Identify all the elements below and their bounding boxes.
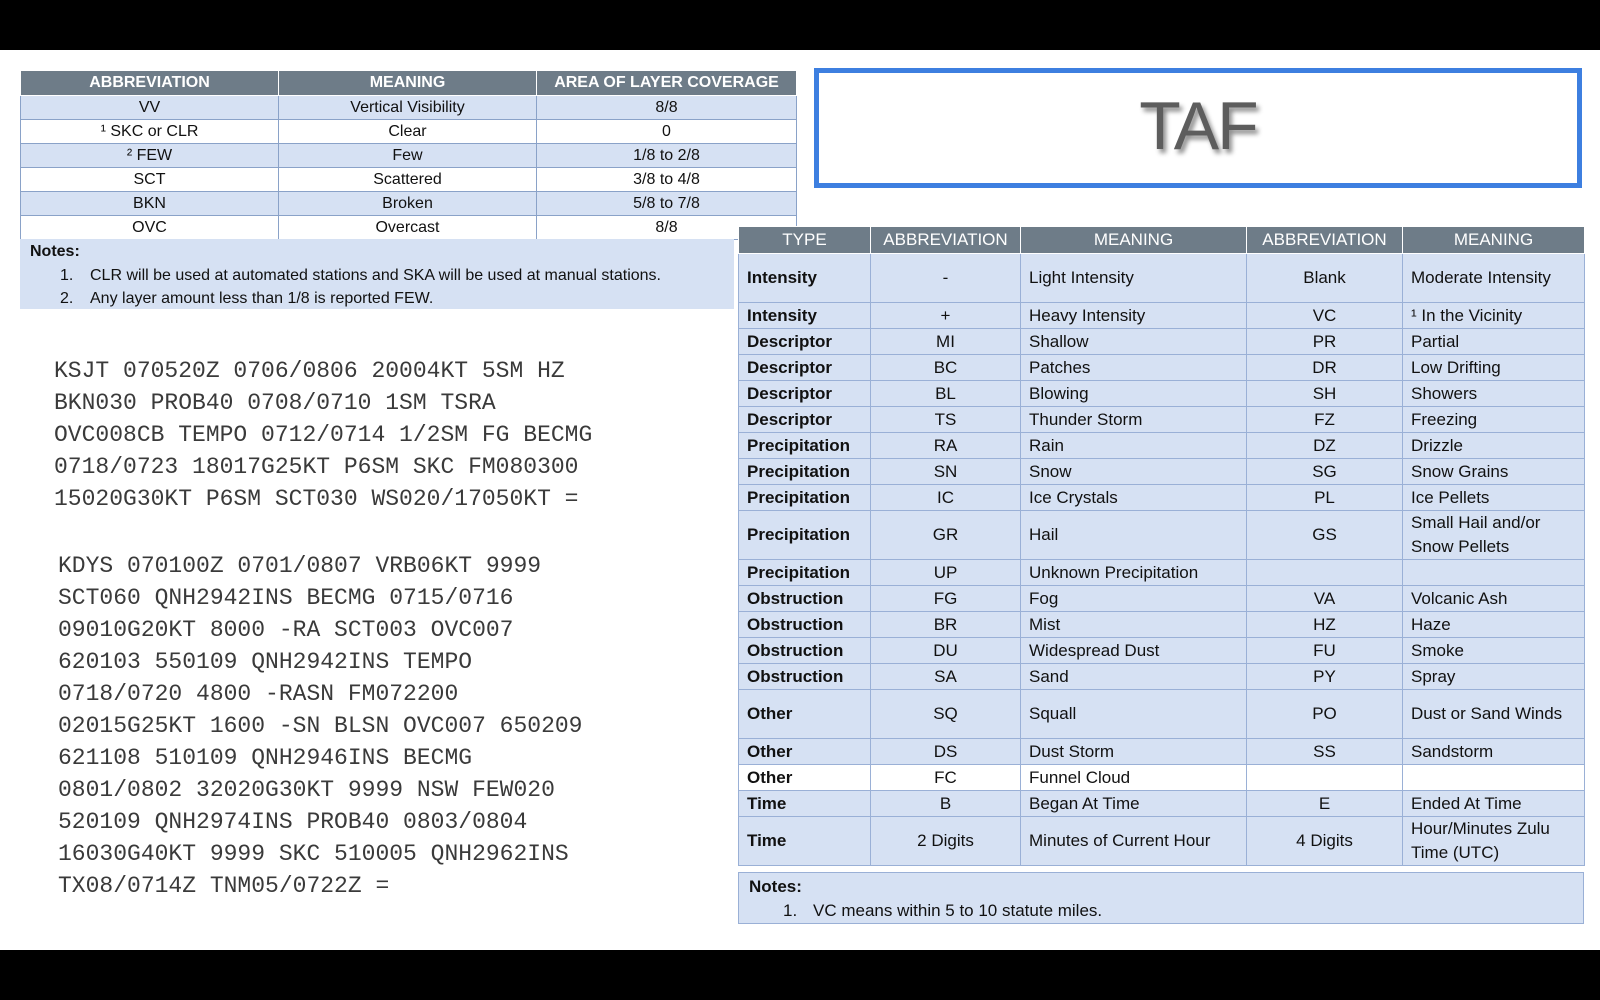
table-row <box>739 817 1585 866</box>
abbr-type: Other <box>739 690 871 739</box>
abbr-header-type: TYPE <box>739 227 871 254</box>
abbr-header-abbreviation-2: ABBREVIATION <box>1247 227 1403 254</box>
abbr-meaning: Sand <box>1021 664 1247 690</box>
abbr-meaning-alt: Partial <box>1403 329 1585 355</box>
table-row <box>739 765 1585 791</box>
abbr-meaning-alt: Freezing <box>1403 407 1585 433</box>
coverage-area: 8/8 <box>537 216 797 240</box>
abbr-abbreviation: FG <box>871 586 1021 612</box>
abbr-abbreviation: SN <box>871 459 1021 485</box>
table-row <box>739 355 1585 381</box>
abbr-type: Obstruction <box>739 612 871 638</box>
slide <box>0 50 1600 950</box>
note-number: 1. <box>60 267 74 284</box>
abbr-abbreviation-alt: PR <box>1247 329 1403 355</box>
abbr-meaning-alt: Drizzle <box>1403 433 1585 459</box>
abbr-type: Precipitation <box>739 485 871 511</box>
table-row <box>739 381 1585 407</box>
abbr-notes <box>738 872 1584 924</box>
abbr-table-body <box>739 254 1585 866</box>
table-row <box>21 120 797 144</box>
table-row <box>739 459 1585 485</box>
abbr-header-abbreviation-1: ABBREVIATION <box>871 227 1021 254</box>
abbr-meaning-alt: Haze <box>1403 612 1585 638</box>
abbr-meaning: Blowing <box>1021 381 1247 407</box>
abbr-abbreviation-alt: FZ <box>1247 407 1403 433</box>
coverage-meaning: Few <box>279 144 537 168</box>
abbr-type: Descriptor <box>739 355 871 381</box>
coverage-notes-title: Notes: <box>30 243 80 260</box>
abbr-meaning-alt: Smoke <box>1403 638 1585 664</box>
abbr-abbreviation: FC <box>871 765 1021 791</box>
abbr-abbreviation-alt: DZ <box>1247 433 1403 459</box>
abbr-type: Intensity <box>739 303 871 329</box>
abbr-abbreviation: IC <box>871 485 1021 511</box>
abbr-abbreviation-alt: SG <box>1247 459 1403 485</box>
table-row <box>739 664 1585 690</box>
table-row <box>739 612 1585 638</box>
coverage-meaning: Scattered <box>279 168 537 192</box>
coverage-header-area: AREA OF LAYER COVERAGE <box>537 71 797 96</box>
abbr-meaning-alt: Showers <box>1403 381 1585 407</box>
table-row <box>21 144 797 168</box>
abbr-abbreviation: RA <box>871 433 1021 459</box>
abbr-type: Obstruction <box>739 586 871 612</box>
taf-example-ksjt: KSJT 070520Z 0706/0806 20004KT 5SM HZ BKN030 PROB40 0708/0710 1SM TSRA OVC008CB TEMPO 0712/0714 1/2SM FG BECMG 0718/0723 18017G25KT P6SM SKC FM080300 15020G30KT P6SM SCT030 WS020/17050KT = <box>54 358 593 512</box>
table-row <box>21 192 797 216</box>
coverage-header-meaning: MEANING <box>279 71 537 96</box>
abbr-abbreviation-alt: VC <box>1247 303 1403 329</box>
table-row <box>739 791 1585 817</box>
abbr-meaning-alt: ¹ In the Vicinity <box>1403 303 1585 329</box>
abbr-abbreviation-alt: SS <box>1247 739 1403 765</box>
abbr-meaning-alt: Hour/Minutes Zulu Time (UTC) <box>1403 817 1585 866</box>
abbr-abbreviation: BR <box>871 612 1021 638</box>
abbr-abbreviation: SQ <box>871 690 1021 739</box>
abbr-abbreviation-alt: FU <box>1247 638 1403 664</box>
abbr-meaning-alt: Low Drifting <box>1403 355 1585 381</box>
table-row <box>739 254 1585 303</box>
coverage-header-abbreviation: ABBREVIATION <box>21 71 279 96</box>
abbr-meaning: Mist <box>1021 612 1247 638</box>
abbr-meaning: Patches <box>1021 355 1247 381</box>
abbr-meaning-alt: Ice Pellets <box>1403 485 1585 511</box>
abbr-meaning: Widespread Dust <box>1021 638 1247 664</box>
table-row <box>739 739 1585 765</box>
coverage-area: 8/8 <box>537 96 797 120</box>
coverage-area: 5/8 to 7/8 <box>537 192 797 216</box>
abbr-abbreviation: UP <box>871 560 1021 586</box>
abbr-meaning: Hail <box>1021 511 1247 560</box>
abbr-type: Descriptor <box>739 407 871 433</box>
abbr-abbreviation-alt: HZ <box>1247 612 1403 638</box>
abbr-type: Other <box>739 739 871 765</box>
abbr-abbreviation-alt: DR <box>1247 355 1403 381</box>
table-row <box>21 168 797 192</box>
abbr-meaning: Ice Crystals <box>1021 485 1247 511</box>
abbr-meaning: Minutes of Current Hour <box>1021 817 1247 866</box>
note-text: VC means within 5 to 10 statute miles. <box>813 901 1103 920</box>
abbr-meaning: Rain <box>1021 433 1247 459</box>
abbr-abbreviation: MI <box>871 329 1021 355</box>
abbr-note-1 <box>783 901 1102 921</box>
table-row <box>739 638 1585 664</box>
abbr-abbreviation: BC <box>871 355 1021 381</box>
table-row <box>739 690 1585 739</box>
abbr-notes-title: Notes: <box>749 877 802 896</box>
abbr-abbreviation: - <box>871 254 1021 303</box>
table-row <box>739 303 1585 329</box>
abbr-meaning: Heavy Intensity <box>1021 303 1247 329</box>
abbr-meaning: Unknown Precipitation <box>1021 560 1247 586</box>
abbr-abbreviation: 2 Digits <box>871 817 1021 866</box>
abbr-type: Precipitation <box>739 433 871 459</box>
table-row <box>21 216 797 240</box>
taf-example-kdys: KDYS 070100Z 0701/0807 VRB06KT 9999 SCT060 QNH2942INS BECMG 0715/0716 09010G20KT 8000 -RA SCT003 OVC007 620103 550109 QNH2942INS TEMPO 0718/0720 4800 -RASN FM072200 02015G25KT 1600 -SN BLSN OVC007 650209 621108 510109 QNH2946INS BECMG 0801/0802 32020G30KT 9999 NSW FEW020 520109 QNH2974INS PROB40 0803/0804 16030G40KT 9999 SKC 510005 QNH2962INS TX08/0714Z TNM05/0722Z = <box>58 553 583 899</box>
abbr-meaning: Light Intensity <box>1021 254 1247 303</box>
abbr-meaning-alt: Dust or Sand Winds <box>1403 690 1585 739</box>
abbr-abbreviation-alt: SH <box>1247 381 1403 407</box>
coverage-meaning: Clear <box>279 120 537 144</box>
abbr-meaning-alt: Small Hail and/or Snow Pellets <box>1403 511 1585 560</box>
coverage-abbreviation: VV <box>21 96 279 120</box>
coverage-note-2 <box>60 290 433 308</box>
abbr-abbreviation: DS <box>871 739 1021 765</box>
abbr-abbreviation-alt <box>1247 765 1403 791</box>
abbr-meaning-alt: Snow Grains <box>1403 459 1585 485</box>
coverage-abbreviation: ¹ SKC or CLR <box>21 120 279 144</box>
abbr-abbreviation-alt: VA <box>1247 586 1403 612</box>
abbr-meaning-alt: Ended At Time <box>1403 791 1585 817</box>
coverage-meaning: Overcast <box>279 216 537 240</box>
abbr-abbreviation-alt <box>1247 560 1403 586</box>
coverage-abbreviation: OVC <box>21 216 279 240</box>
coverage-abbreviation: ² FEW <box>21 144 279 168</box>
abbr-abbreviation: SA <box>871 664 1021 690</box>
abbr-type: Intensity <box>739 254 871 303</box>
abbr-header-row <box>739 227 1585 254</box>
abbr-meaning-alt <box>1403 560 1585 586</box>
table-row <box>739 407 1585 433</box>
abbr-abbreviation-alt: 4 Digits <box>1247 817 1403 866</box>
abbr-abbreviation: + <box>871 303 1021 329</box>
abbr-abbreviation: B <box>871 791 1021 817</box>
abbr-type: Descriptor <box>739 329 871 355</box>
note-text: CLR will be used at automated stations and SKA will be used at manual stations. <box>90 267 661 284</box>
abbr-abbreviation: BL <box>871 381 1021 407</box>
abbr-meaning: Fog <box>1021 586 1247 612</box>
abbr-abbreviation-alt: PL <box>1247 485 1403 511</box>
abbr-meaning-alt: Moderate Intensity <box>1403 254 1585 303</box>
coverage-meaning: Broken <box>279 192 537 216</box>
abbr-meaning: Began At Time <box>1021 791 1247 817</box>
note-text: Any layer amount less than 1/8 is reported FEW. <box>90 290 434 307</box>
table-row <box>739 485 1585 511</box>
title-box <box>814 68 1582 188</box>
table-row <box>21 96 797 120</box>
table-row <box>739 329 1585 355</box>
table-row <box>739 586 1585 612</box>
coverage-abbreviation: BKN <box>21 192 279 216</box>
cloud-coverage-table <box>20 70 797 240</box>
coverage-note-1 <box>60 267 661 285</box>
abbr-abbreviation: DU <box>871 638 1021 664</box>
abbr-meaning-alt: Volcanic Ash <box>1403 586 1585 612</box>
abbr-type: Other <box>739 765 871 791</box>
abbr-abbreviation-alt: Blank <box>1247 254 1403 303</box>
abbr-meaning: Thunder Storm <box>1021 407 1247 433</box>
abbr-abbreviation-alt: PO <box>1247 690 1403 739</box>
abbr-type: Time <box>739 791 871 817</box>
page-title: TAF <box>1139 88 1257 164</box>
abbr-header-meaning-2: MEANING <box>1403 227 1585 254</box>
coverage-abbreviation: SCT <box>21 168 279 192</box>
abbr-abbreviation-alt: GS <box>1247 511 1403 560</box>
table-row <box>739 511 1585 560</box>
abbr-meaning: Snow <box>1021 459 1247 485</box>
abbr-type: Obstruction <box>739 638 871 664</box>
abbr-meaning-alt: Spray <box>1403 664 1585 690</box>
coverage-notes <box>20 239 734 309</box>
abbr-meaning: Funnel Cloud <box>1021 765 1247 791</box>
coverage-header-row <box>21 71 797 96</box>
abbr-meaning: Shallow <box>1021 329 1247 355</box>
abbr-abbreviation-alt: PY <box>1247 664 1403 690</box>
abbr-type: Descriptor <box>739 381 871 407</box>
abbr-abbreviation: TS <box>871 407 1021 433</box>
abbr-type: Time <box>739 817 871 866</box>
note-number: 2. <box>60 290 74 307</box>
note-number: 1. <box>783 901 798 920</box>
abbr-abbreviation: GR <box>871 511 1021 560</box>
abbr-type: Precipitation <box>739 560 871 586</box>
coverage-area: 0 <box>537 120 797 144</box>
table-row <box>739 433 1585 459</box>
abbr-type: Precipitation <box>739 459 871 485</box>
coverage-area: 1/8 to 2/8 <box>537 144 797 168</box>
weather-abbreviation-table <box>738 226 1585 866</box>
abbr-type: Obstruction <box>739 664 871 690</box>
table-row <box>739 560 1585 586</box>
abbr-meaning: Dust Storm <box>1021 739 1247 765</box>
abbr-meaning-alt: Sandstorm <box>1403 739 1585 765</box>
abbr-abbreviation-alt: E <box>1247 791 1403 817</box>
abbr-meaning: Squall <box>1021 690 1247 739</box>
coverage-meaning: Vertical Visibility <box>279 96 537 120</box>
abbr-header-meaning-1: MEANING <box>1021 227 1247 254</box>
abbr-meaning-alt <box>1403 765 1585 791</box>
abbr-type: Precipitation <box>739 511 871 560</box>
coverage-area: 3/8 to 4/8 <box>537 168 797 192</box>
